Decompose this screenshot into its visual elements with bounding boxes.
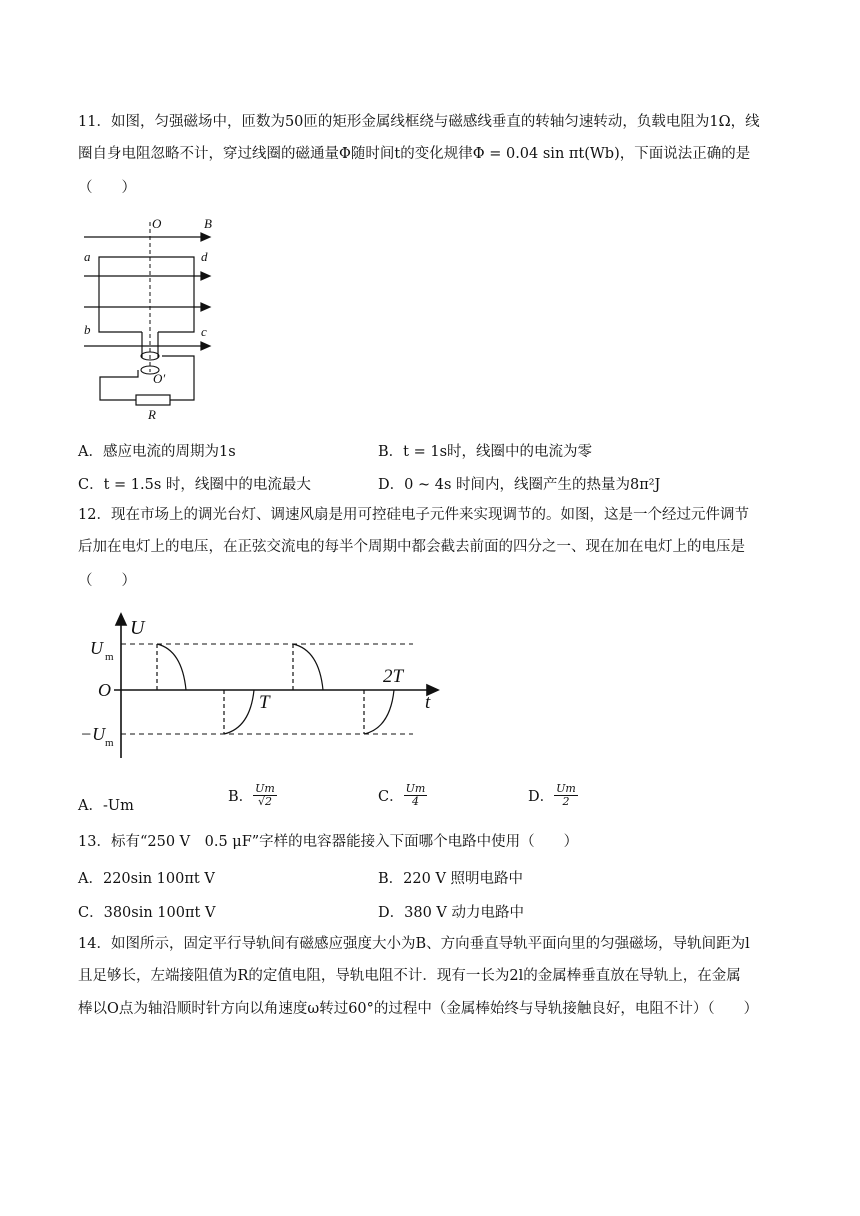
q12-option-c-fraction — [404, 783, 428, 808]
label-a: a — [84, 249, 91, 264]
label-r: R — [148, 407, 156, 422]
label-um: U — [90, 638, 103, 658]
q12-option-d-prefix: D． — [528, 789, 555, 805]
q12-option-c-prefix: C． — [378, 789, 404, 805]
q12-line2: 后加在电灯上的电压，在正弦交流电的每半个周期中都会截去前面的四分之一、现在加在电灯上的电压是 — [78, 539, 745, 555]
q12-voltage-graph — [78, 610, 448, 760]
label-um-sub: m — [105, 651, 114, 663]
q13-option-c[interactable]: C．380sin 100πt V — [78, 905, 216, 921]
q11-line2: 圈自身电阻忽略不计，穿过线圈的磁通量Φ随时间t的变化规律Φ = 0.04 sin πt(Wb)，下面说法正确的是 — [78, 146, 751, 162]
label-b-corner: b — [84, 322, 91, 337]
resistor-r — [136, 395, 170, 405]
q12-option-b[interactable] — [228, 783, 277, 808]
q11-option-b[interactable]: B．t = 1s时，线圈中的电流为零 — [378, 444, 593, 460]
q12-option-a[interactable]: A．-Um — [78, 798, 134, 814]
q12-paren: （ ） — [78, 573, 136, 589]
label-neg-um: −U — [80, 724, 106, 744]
q14-line1: 14．如图所示，固定平行导轨间有磁感应强度大小为B、方向垂直导轨平面向里的匀强磁场，导轨间距为l — [78, 936, 750, 952]
fraction-denominator: 4 — [411, 795, 419, 808]
axis-label-t: t — [425, 692, 431, 713]
q13-option-a[interactable]: A．220sin 100πt V — [78, 871, 215, 887]
label-neg-um-sub: m — [105, 737, 114, 749]
q11-line1: 11．如图，匀强磁场中，匝数为50匝的矩形金属线框绕与磁感线垂直的转轴匀速转动，负载电阻为1Ω，线 — [78, 114, 760, 130]
label-o: O — [152, 216, 162, 231]
q12-option-b-prefix: B． — [228, 789, 254, 805]
q12-option-c[interactable] — [378, 783, 427, 808]
q13-option-b[interactable]: B．220 V 照明电路中 — [378, 871, 524, 887]
label-origin: O — [98, 680, 111, 700]
q14-line2: 且足够长，左端接阻值为R的定值电阻，导轨电阻不计．现有一长为2l的金属棒垂直放在导轨上，在金属 — [78, 968, 741, 984]
fraction-numerator: Um — [556, 782, 576, 795]
fraction-denominator: √2 — [258, 795, 273, 808]
q13-line1: 13．标有“250 V 0.5 μF”字样的电容器能接入下面哪个电路中使用（ ） — [78, 834, 579, 850]
q14-line3: 棒以O点为轴沿顺时针方向以角速度ω转过60°的过程中（金属棒始终与导轨接触良好，电阻不计）（ ） — [78, 1001, 759, 1017]
q12-option-d[interactable] — [528, 783, 578, 808]
q11-option-d[interactable]: D．0 ~ 4s 时间内，线圈产生的热量为8π²J — [378, 477, 661, 493]
q13-option-d[interactable]: D．380 V 动力电路中 — [378, 905, 524, 921]
q12-line1: 12．现在市场上的调光台灯、调速风扇是用可控硅电子元件来实现调节的。如图，这是一个经过元件调节 — [78, 507, 749, 523]
q12-option-b-fraction — [253, 783, 277, 808]
label-b: B — [204, 216, 212, 231]
q11-option-c[interactable]: C．t = 1.5s 时，线圈中的电流最大 — [78, 477, 311, 493]
fraction-numerator: Um — [255, 782, 275, 795]
label-2t: 2T — [383, 666, 404, 687]
q11-figure — [78, 210, 228, 425]
fraction-numerator: Um — [405, 782, 426, 795]
q12-option-d-fraction — [554, 783, 578, 808]
q11-paren: （ ） — [78, 180, 136, 196]
label-c: c — [201, 324, 207, 339]
coil-frame — [99, 257, 194, 332]
label-d: d — [201, 249, 208, 264]
fraction-denominator: 2 — [562, 795, 570, 808]
label-o-prime: O′ — [153, 371, 166, 386]
q11-option-a[interactable]: A．感应电流的周期为1s — [78, 444, 236, 460]
axis-label-u: U — [130, 617, 145, 639]
label-t-period: T — [259, 692, 270, 713]
